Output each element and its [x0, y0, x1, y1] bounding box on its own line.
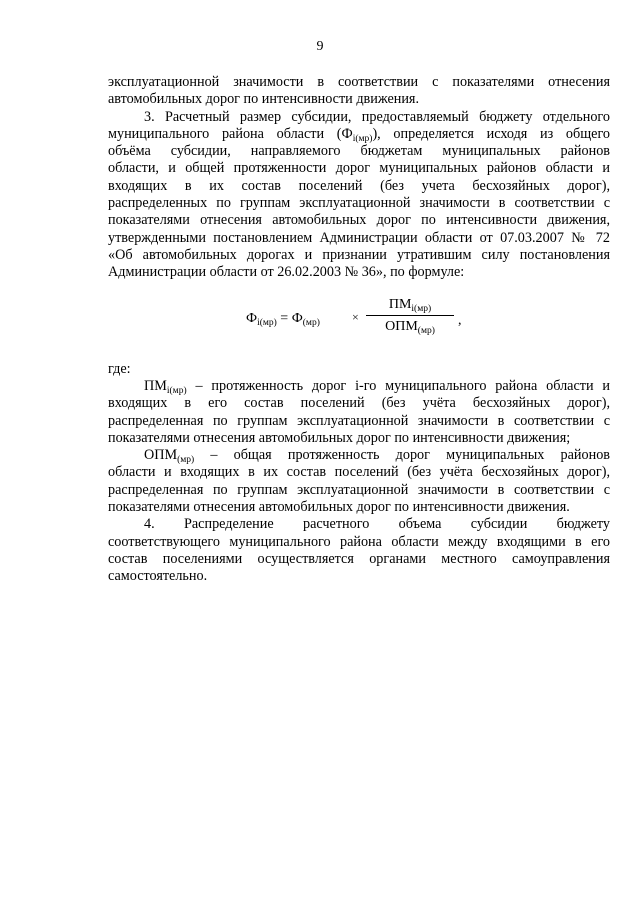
definition-1-line: входящих в его состав поселений (без учёта бесхозяйных дорог),	[108, 395, 610, 412]
subscript: (мр)	[177, 455, 195, 466]
formula-symbol: = Ф	[276, 311, 303, 326]
subscript: (мр)	[302, 318, 320, 328]
text-fragment: муниципального района области (Ф	[108, 125, 353, 142]
definition-2-line: распределенная по группам эксплуатационной значимости в соответствии с	[108, 481, 610, 498]
paragraph-4-line: самостоятельно.	[108, 568, 208, 585]
paragraph-3-line: 3. Расчетный размер субсидии, предоставляемый бюджету отдельного	[144, 108, 610, 125]
definition-term: ПМ	[144, 378, 167, 394]
definition-term: ОПМ	[144, 447, 178, 464]
paragraph-4-line: соответствующего муниципального района области между входящими в его	[108, 533, 610, 550]
paragraph-3-line: входящих в их состав поселений (без учета бесхозяйных дорог),	[108, 177, 610, 194]
definition-2-line: области и входящих в их состав поселений (без учёта бесхозяйных дорог),	[108, 464, 610, 481]
subscript: (мр)	[417, 326, 435, 336]
subscript: i(мр)	[352, 133, 373, 144]
subscript: i(мр)	[257, 318, 277, 328]
paragraph-3-line: Администрации области от 26.02.2003 № 36», по формуле:	[108, 264, 465, 281]
definition-2-line: показателями отнесения автомобильных дорог по интенсивности движения.	[108, 499, 570, 516]
definitions	[108, 378, 610, 586]
body-text-top	[108, 74, 610, 282]
formula-symbol: Ф	[246, 311, 258, 326]
formula-lhs	[246, 310, 320, 327]
fraction-numerator	[366, 296, 454, 314]
paragraph-4-line: 4. Распределение расчетного объема субсидии бюджету	[144, 516, 610, 533]
definition-1-line	[108, 378, 610, 395]
paragraph-3-line: утвержденными постановлением Администрации области от 07.03.2007 № 72	[108, 229, 610, 246]
fraction-denominator	[366, 318, 454, 335]
formula-comma: ,	[458, 313, 462, 328]
formula-fraction	[366, 296, 454, 335]
text-fragment: – общая протяженность дорог муниципальных районов	[194, 447, 610, 464]
subscript: i(мр)	[166, 386, 187, 396]
paragraph-3-line: распределенных по группам эксплуатационной значимости в соответствии с	[108, 195, 610, 212]
where-label: где:	[108, 361, 131, 377]
formula-symbol: ОПМ	[385, 319, 418, 334]
paragraph-3-line	[108, 126, 610, 143]
subscript: i(мр)	[411, 304, 432, 314]
paragraph-3-line: области, и общей протяженности дорог муниципальных районов области и	[108, 160, 610, 177]
text-fragment: ), определяется исходя из общего	[372, 125, 611, 142]
definition-1-line: показателями отнесения автомобильных дорог по интенсивности движения;	[108, 429, 571, 446]
text-line: эксплуатационной значимости в соответствии с показателями отнесения	[108, 74, 610, 90]
formula-symbol: ПМ	[388, 297, 412, 312]
paragraph-4-line: состав поселениями осуществляется органами местного самоуправления	[108, 550, 610, 567]
paragraph-3-line: показателями отнесения автомобильных дорог по интенсивности движения,	[108, 212, 610, 229]
text-fragment: – протяженность дорог i-го муниципального района области и	[186, 378, 610, 394]
times-sign: ×	[352, 310, 359, 324]
paragraph-3-line: объёма субсидии, направляемого бюджетам муниципальных районов	[108, 143, 610, 160]
definition-2-line	[108, 447, 610, 464]
formula	[246, 296, 486, 342]
text-line: автомобильных дорог по интенсивности движения.	[108, 91, 419, 108]
definition-1-line: распределенная по группам эксплуатационной значимости в соответствии с	[108, 412, 610, 429]
page-number: 9	[316, 39, 324, 54]
paragraph-3-line: «Об автомобильных дорогах и признании утратившим силу постановления	[108, 246, 610, 263]
fraction-bar	[366, 315, 454, 316]
